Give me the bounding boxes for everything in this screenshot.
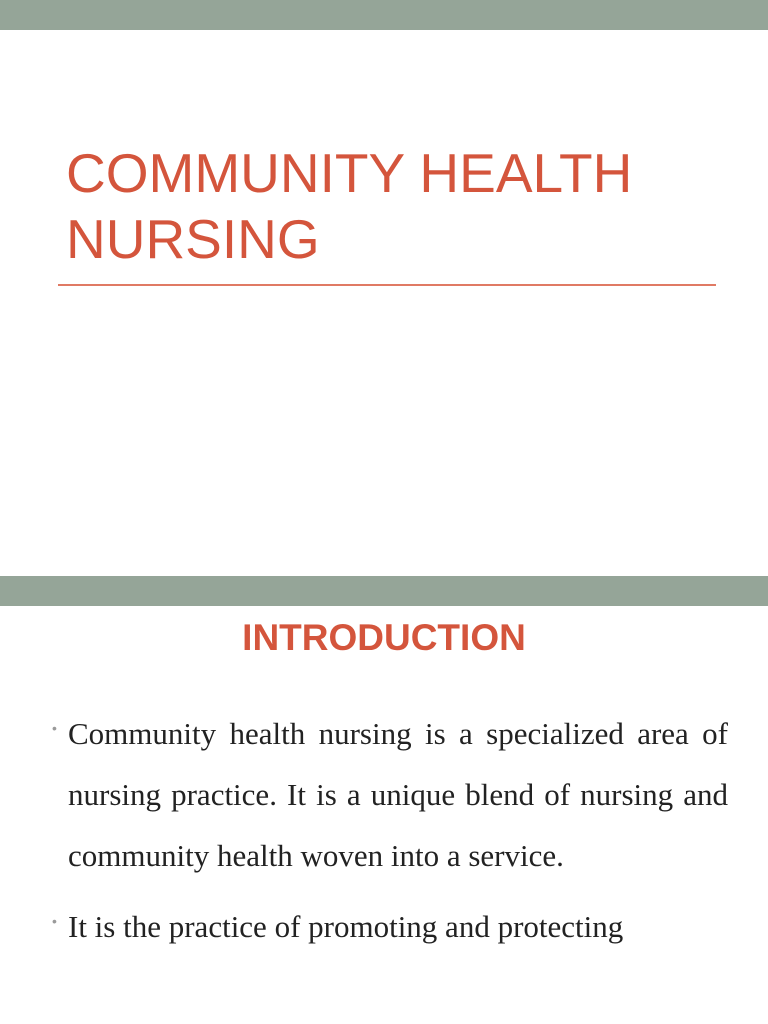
bullet-item	[52, 703, 728, 886]
bullet-dot-icon: •	[52, 913, 57, 929]
bullet-text: Community health nursing is a specialized area of nursing practice. It is a unique blend of nursing and community health woven into a service.	[68, 716, 728, 873]
bullet-text: It is the practice of promoting and protecting	[68, 909, 624, 944]
bullet-item	[52, 896, 728, 957]
bullet-list	[52, 703, 728, 967]
slide-title	[66, 140, 726, 272]
introduction-heading: INTRODUCTION	[242, 617, 526, 658]
title-underline-divider	[58, 284, 716, 286]
top-color-band	[0, 0, 768, 30]
bullet-dot-icon: •	[52, 720, 57, 736]
slide-title-line-2: NURSING	[66, 208, 320, 270]
slide-separator-band	[0, 576, 768, 606]
slide-title-line-1: COMMUNITY HEALTH	[66, 142, 633, 204]
